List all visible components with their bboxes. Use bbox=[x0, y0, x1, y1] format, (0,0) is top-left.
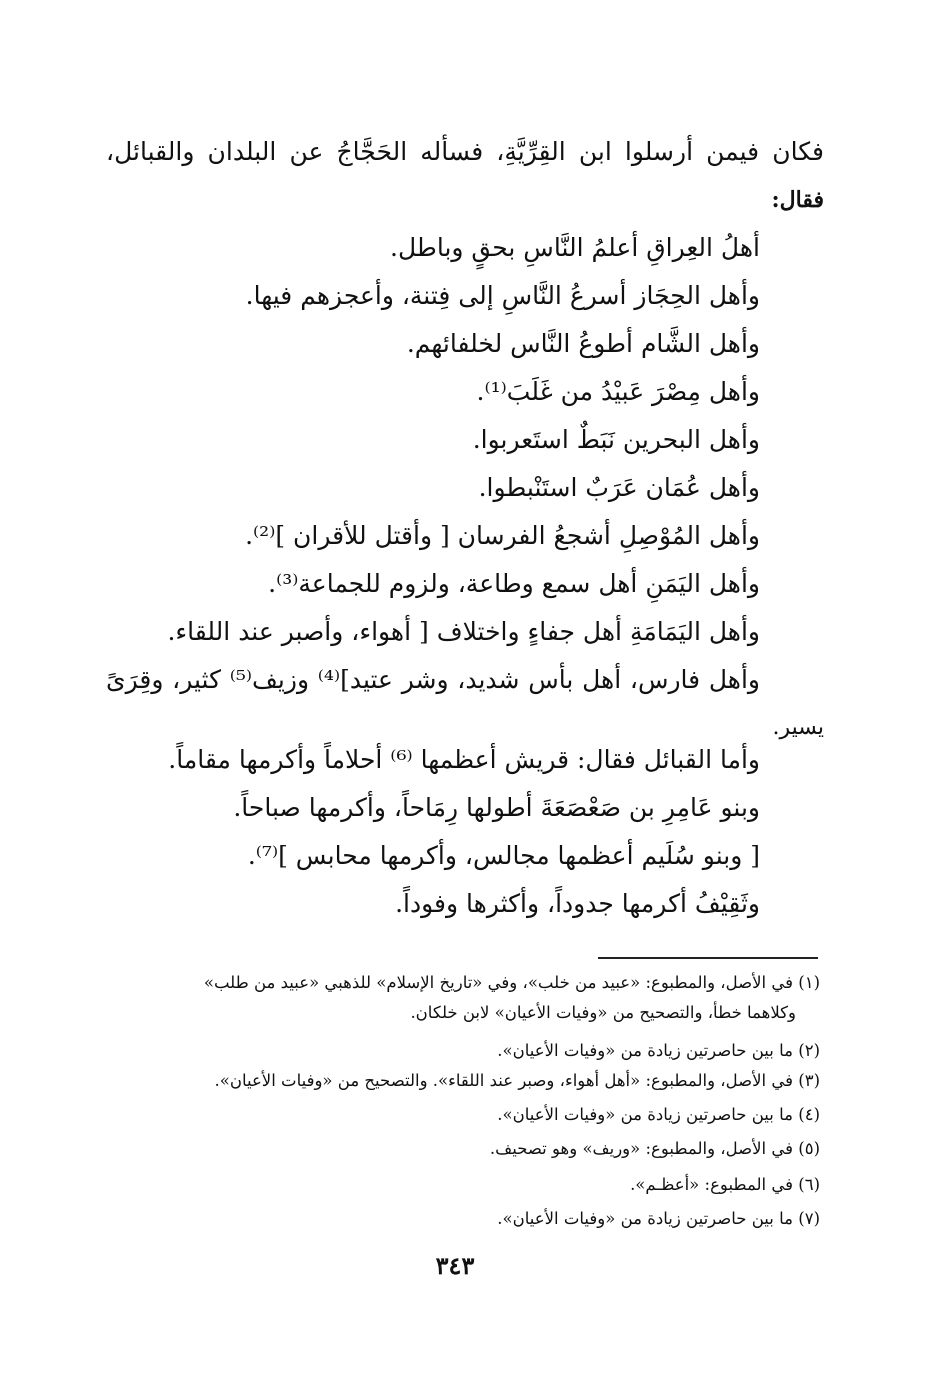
region-line: أهلُ العِراقِ أعلمُ النَّاسِ بحقٍ وباطل. bbox=[390, 233, 760, 262]
tribe-line: وأما القبائل فقال: قريش أعظمها ⁽⁶⁾ أحلاماً وأكرمها مقاماً. bbox=[168, 745, 760, 774]
footnote: (٢) ما بين حاصرتين زيادة من «وفيات الأعيان». bbox=[497, 1041, 820, 1060]
footnote: (٦) في المطبوع: «أعظـم». bbox=[630, 1175, 820, 1194]
footnote-separator bbox=[598, 957, 818, 959]
region-line: وأهل مِصْرَ عَبيْدُ من غَلَبَ⁽¹⁾. bbox=[476, 377, 760, 406]
footnote: (٣) في الأصل، والمطبوع: «أهل أهواء، وصبر عند اللقاء». والتصحيح من «وفيات الأعيان». bbox=[214, 1071, 820, 1090]
footnote-continuation: وكلاهما خطأ، والتصحيح من «وفيات الأعيان» لابن خلكان. bbox=[410, 1003, 796, 1022]
region-line: وأهل الشَّام أطوعُ النَّاس لخلفائهم. bbox=[406, 329, 760, 358]
region-line: وأهل البحرين نَبَطٌ استَعربوا. bbox=[472, 425, 760, 454]
intro-line: فكان فيمن أرسلوا ابن القِرِّيَّةِ، فسأله الحَجَّاجُ عن البلدان والقبائل، bbox=[106, 137, 824, 166]
footnote: (٧) ما بين حاصرتين زيادة من «وفيات الأعيان». bbox=[497, 1209, 820, 1228]
tribe-line: [ وبنو سُلَيم أعظمها مجالس، وأكرمها محابس ]⁽⁷⁾. bbox=[247, 841, 760, 870]
footnote: (٥) في الأصل، والمطبوع: «وريف» وهو تصحيف. bbox=[489, 1139, 820, 1158]
region-line: وأهل الحِجَاز أسرعُ النَّاسِ إلى فِتنة، وأعجزهم فيها. bbox=[245, 281, 760, 310]
region-line: يسير. bbox=[772, 715, 824, 740]
region-line: وأهل فارس، أهل بأس شديد، وشر عتيد]⁽⁴⁾ وزيف⁽⁵⁾ كثير، وقِرَىً bbox=[106, 665, 760, 694]
tribe-line: وبنو عَامِرِ بن صَعْصَعَةَ أطولها رِمَاحاً، وأكرمها صباحاً. bbox=[233, 793, 760, 822]
page-number: ٣٤٣ bbox=[435, 1251, 475, 1280]
region-line: وأهل اليَمَامَةِ أهل جفاءٍ واختلاف [ أهواء، وأصبر عند اللقاء. bbox=[167, 617, 760, 646]
tribe-line: وثَقِيْفُ أكرمها جدوداً، وأكثرها وفوداً. bbox=[395, 889, 760, 918]
intro-line: فقال: bbox=[771, 187, 824, 213]
region-line: وأهل عُمَان عَرَبٌ استَنْبطوا. bbox=[478, 473, 760, 502]
footnote: (٤) ما بين حاصرتين زيادة من «وفيات الأعيان». bbox=[497, 1105, 820, 1124]
footnote: (١) في الأصل، والمطبوع: «عبيد من خلب»، وفي «تاريخ الإسلام» للذهبي «عبيد من طلب» bbox=[203, 973, 820, 992]
region-line: وأهل المُوْصِلِ أشجعُ الفرسان [ وأقتل للأقران ]⁽²⁾. bbox=[245, 521, 760, 550]
region-line: وأهل اليَمَنِ أهل سمع وطاعة، ولزوم للجماعة⁽³⁾. bbox=[268, 569, 760, 598]
